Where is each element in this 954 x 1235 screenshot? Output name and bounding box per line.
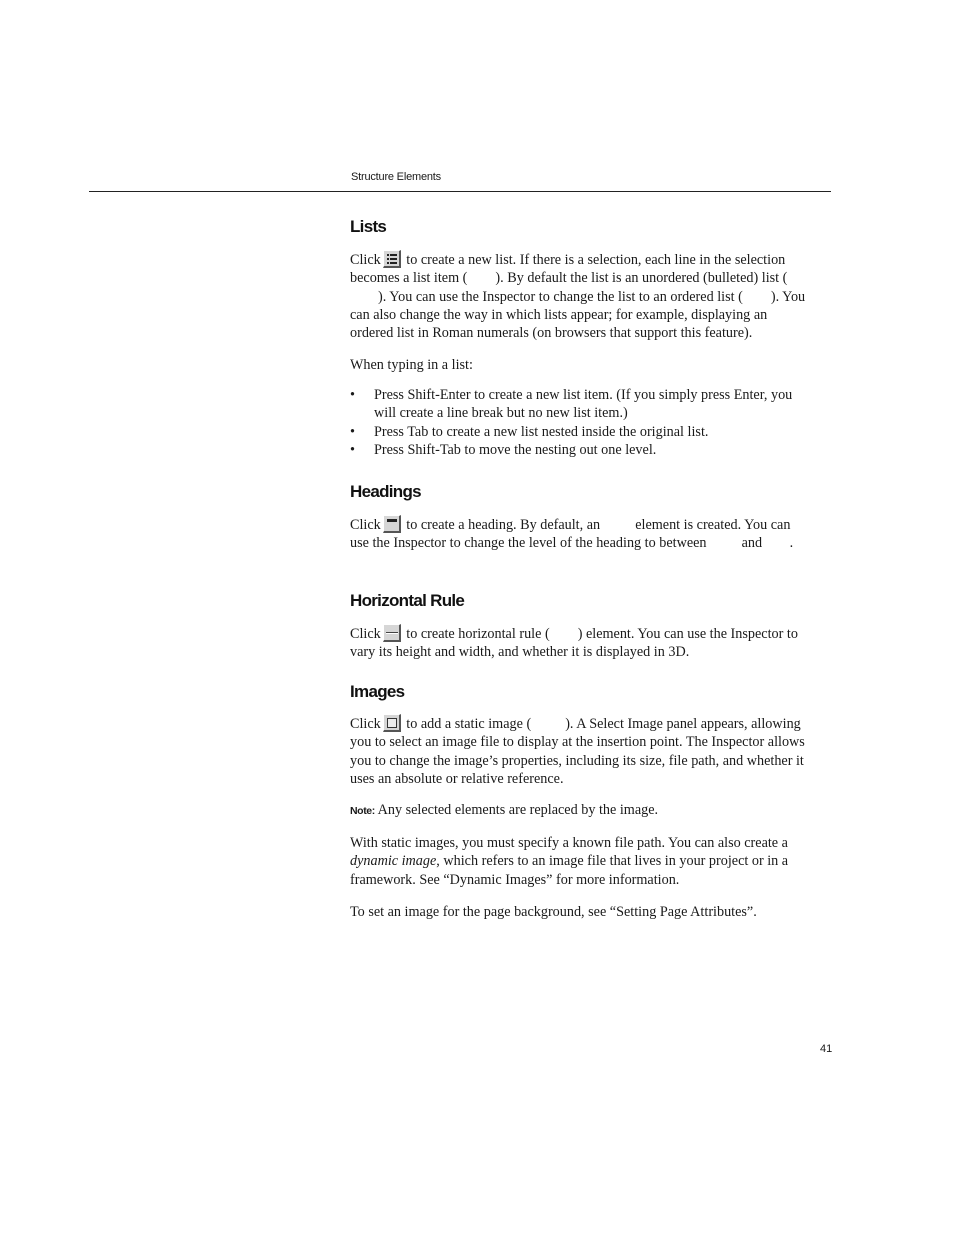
list-icon[interactable] [383,250,401,268]
text-click: Click [350,517,381,533]
bullet: • [350,387,355,403]
text-click: Click [350,252,381,268]
list-item [350,386,810,423]
running-head: Structure Elements [351,171,441,183]
lists-paragraph-1 [350,250,810,342]
list-item-text: Press Tab to create a new list nested inside the original list. [374,423,709,440]
lists-text-c: ). You can use the Inspector to change the list to an ordered list ( [378,288,743,305]
heading-icon[interactable] [383,515,401,533]
images-text-a: to add a static image ( [402,716,532,732]
section-heading-horizontal-rule: Horizontal Rule [350,591,465,610]
horizontal-rule-icon[interactable] [383,624,401,642]
headings-text-b: element is created. You can use the Inspector to change the level of the heading to between [350,517,791,552]
typing-tips-list [350,386,810,459]
lists-text-a: to create a new list. If there is a selection, each line in the selection becomes a list item ( [350,252,786,287]
section-heading-headings: Headings [350,482,421,501]
horizontal-rule-text-a: to create horizontal rule ( [402,626,550,642]
header-rule [89,191,831,192]
text-click: Click [350,716,381,732]
headings-text-a: to create a heading. By default, an [402,517,604,533]
text-click: Click [350,626,381,642]
headings-paragraph [350,515,810,553]
section-heading-lists: Lists [350,217,387,236]
page-number: 41 [820,1043,833,1055]
images-paragraph-4: To set an image for the page background, see “Setting Page Attributes”. [350,904,757,920]
images-text-p3b: , which refers to an image file that lives in your project or in a framework. See “Dynamic Images” for more information. [350,853,789,888]
horizontal-rule-text-b: ) element. You can use the Inspector to vary its height and width, and whether it is displayed in 3D. [350,626,798,661]
lists-paragraph-2: When typing in a list: [350,357,473,373]
dynamic-image-term: dynamic image [350,853,437,870]
image-icon[interactable] [383,714,401,732]
list-item [350,441,810,459]
images-paragraph-1 [350,714,810,788]
note-paragraph [350,801,810,820]
images-text-p3a: With static images, you must specify a known file path. You can also create a [350,835,788,851]
lists-text-d: ). You can also change the way in which lists appear; for example, displaying an ordered list in Roman numerals (on browsers that support this feature). [350,288,806,342]
headings-text-c: and [738,535,766,552]
list-item-text: Press Shift-Enter to create a new list item. (If you simply press Enter, you will create a line break but no new list item.) [374,387,793,422]
horizontal-rule-paragraph [350,624,810,662]
bullet: • [350,423,355,440]
note-text: Any selected elements are replaced by the image. [374,802,659,818]
images-paragraph-3 [350,834,810,889]
bullet: • [350,441,355,458]
list-item [350,423,810,441]
lists-text-b: ). By default the list is an unordered (bulleted) list ( [495,270,788,287]
section-heading-images: Images [350,682,405,701]
list-item-text: Press Shift-Tab to move the nesting out one level. [374,441,657,458]
headings-text-d: . [789,535,794,552]
images-text-b: ). A Select Image panel appears, allowing you to select an image file to display at the insertion point. The Inspector allows you to change the image’s properties, including its size, file path, and whether it uses an absolute or relative reference. [350,716,805,787]
note-label: Note: [350,805,375,817]
